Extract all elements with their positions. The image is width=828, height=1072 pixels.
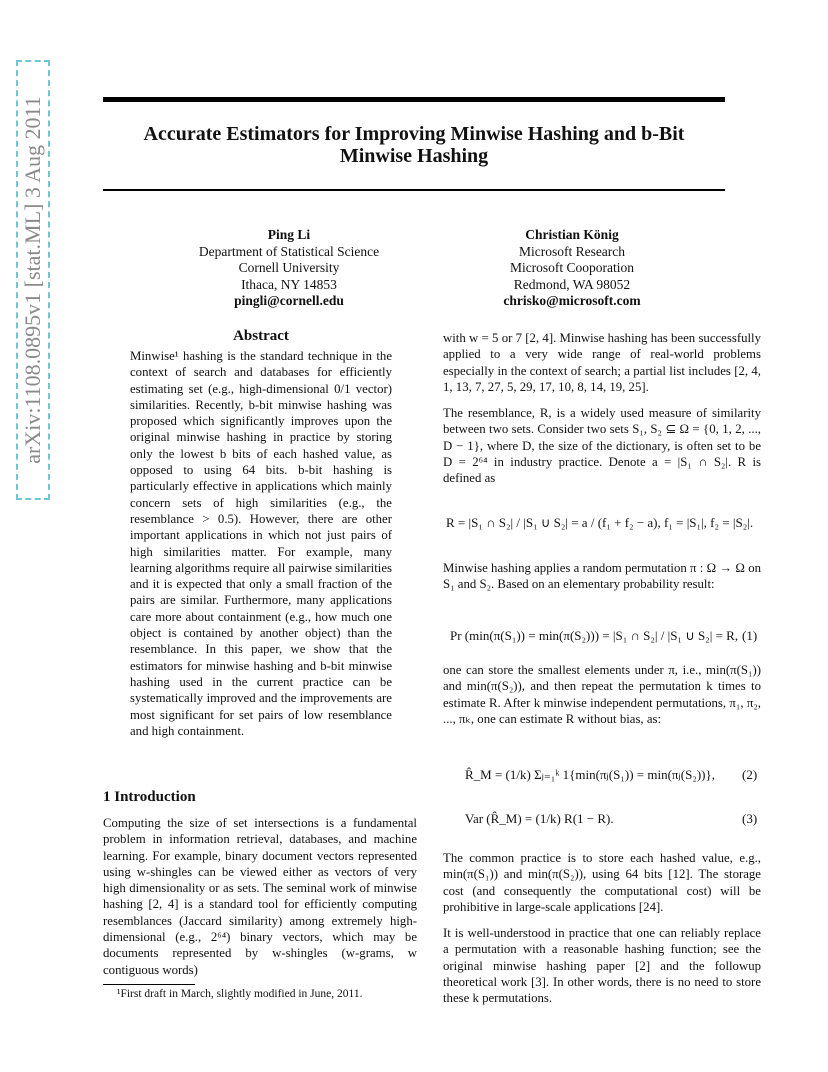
right-column-lower bbox=[443, 850, 761, 1017]
paragraph: The common practice is to store each hashed value, e.g., min(π(S₁)) and min(π(S₂)), using 64 bits [12]. The storage cost (and consequently the computational cost) will be prohibitive in large-scale applications [24]. bbox=[443, 851, 761, 914]
paragraph: It is well-understood in practice that one can reliably replace a permutation with a reasonable hashing function; see the original minwise hashing paper [2] and the followup theoretical work [3]. In other words, there is no need to store these k permutations. bbox=[443, 926, 761, 1006]
equation-2: R̂_M = (1/k) Σⱼ₌₁ᵏ 1{min(πⱼ(S₁)) = min(πⱼ(S₂))}, bbox=[465, 767, 716, 782]
title-line-2: Minwise Hashing bbox=[339, 145, 489, 167]
equation-resemblance: R = |S₁ ∩ S₂| / |S₁ ∪ S₂| = a / (f₁ + f₂ − a), f₁ = |S₁|, f₂ = |S₂|. bbox=[446, 515, 754, 530]
intro-text: Computing the size of set intersections is a fundamental problem in information retrieval, databases, and machine learning. For example, binary document vectors represented using w-shingles can be viewed either as vectors of very high dimensionality or as sets. The seminal work of minwise hashing [2, 4] is a standard tool for efficiently computing resemblances (Jaccard similarity) among extremely high-dimensional (e.g., 2⁶⁴) binary vectors, which may be documents represented by w-shingles (w-grams, w contiguous words) bbox=[103, 816, 417, 977]
top-rule bbox=[103, 97, 725, 102]
footnote-rule bbox=[103, 984, 195, 985]
author-block-1 bbox=[159, 227, 419, 310]
author-email[interactable]: pingli@cornell.edu bbox=[234, 293, 344, 308]
abstract-text: Minwise¹ hashing is the standard technique in the context of search and databases for efficiently estimating set (e.g., high-dimensional 0/1 vector) similarities. Recently, b-bit minwise hashing was proposed which significantly improves upon the original minwise hashing in practice by storing only the lowest b bits of each hashed value, as opposed to using 64 bits. b-bit hashing is particularly effective in applications which mainly concern sets of high similarities (e.g., the resemblance > 0.5). However, there are other important applications in which not just pairs of high similarities matter. For example, many learning algorithms require all pairwise similarities and it is expected that only a small fraction of the pairs are similar. Furthermore, many applications care more about containment (e.g., how much one object is contained by another object) than the resemblance. In this paper, we show that the estimators for minwise hashing and b-bit minwise hashing used in the current practice can be systematically improved and the improvements are most significant for set pairs of low resemblance and high containment. bbox=[130, 349, 392, 738]
abstract-heading: Abstract bbox=[233, 328, 289, 344]
section-heading: 1 Introduction bbox=[103, 789, 196, 805]
equation-number: (2) bbox=[742, 767, 758, 782]
equation-number: (3) bbox=[742, 811, 758, 826]
author-name: Ping Li bbox=[267, 227, 311, 242]
author-block-2 bbox=[442, 227, 702, 310]
paper-title bbox=[103, 123, 725, 167]
author-affiliation: Ithaca, NY 14853 bbox=[241, 276, 337, 292]
paragraph: with w = 5 or 7 [2, 4]. Minwise hashing has been successfully applied to a very wide range of real-world problems especially in the context of search; a partial list includes [2, 4, 1, 13, 7, 27, 5, 29, 17, 10, 8, 14, 19, 25]. bbox=[443, 331, 761, 394]
arxiv-stamp[interactable]: arXiv:1108.0895v1 [stat.ML] 3 Aug 2011 bbox=[16, 60, 50, 500]
paragraph: one can store the smallest elements under π, i.e., min(π(S₁)) and min(π(S₂)), and then repeat the permutation k times to estimate R. After k minwise independent permutations, π₁, π₂, ..., πₖ, one can estimate R without bias, as: bbox=[443, 663, 761, 726]
footnote: ¹First draft in March, slightly modified in June, 2011. bbox=[117, 988, 363, 1000]
equation-1: Pr (min(π(S₁)) = min(π(S₂))) = |S₁ ∩ S₂| / |S₁ ∪ S₂| = R, bbox=[450, 628, 739, 643]
title-line-1: Accurate Estimators for Improving Minwise Hashing and b-Bit bbox=[143, 123, 685, 145]
title-bottom-rule bbox=[103, 189, 725, 191]
author-email[interactable]: chrisko@microsoft.com bbox=[503, 293, 641, 308]
paragraph: Minwise hashing applies a random permutation π : Ω → Ω on S₁ and S₂. Based on an elementary probability result: bbox=[443, 561, 761, 592]
author-affiliation: Cornell University bbox=[238, 260, 340, 275]
author-affiliation: Department of Statistical Science bbox=[198, 243, 380, 259]
equation-3: Var (R̂_M) = (1/k) R(1 − R). bbox=[465, 811, 614, 826]
author-affiliation: Redmond, WA 98052 bbox=[513, 276, 631, 292]
right-column bbox=[443, 330, 761, 497]
author-name: Christian König bbox=[525, 227, 619, 242]
author-affiliation: Microsoft Research bbox=[518, 243, 626, 259]
paragraph: The resemblance, R, is a widely used measure of similarity between two sets. Consider two sets S₁, S₂ ⊆ Ω = {0, 1, 2, ..., D − 1}, where D, the size of the dictionary, is often set to be D = 2⁶⁴ in industry practice. Denote a = |S₁ ∩ S₂|. R is defined as bbox=[443, 406, 761, 486]
equation-number: (1) bbox=[742, 628, 758, 643]
author-affiliation: Microsoft Cooporation bbox=[509, 260, 635, 275]
